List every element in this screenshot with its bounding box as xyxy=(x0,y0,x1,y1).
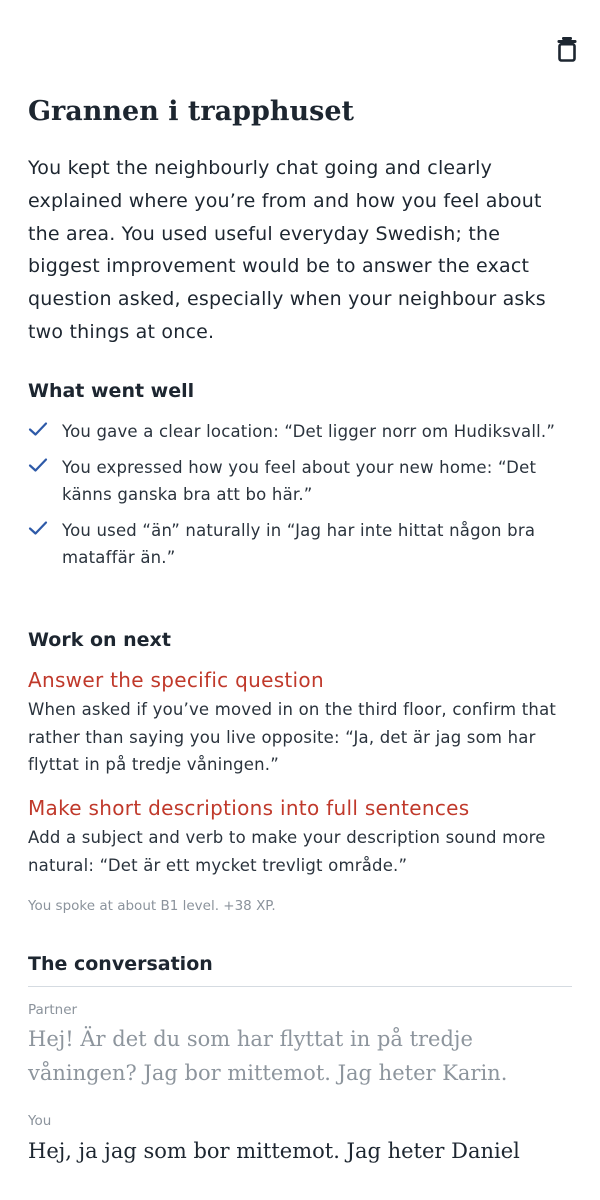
user-message: Hej, ja jag som bor mittemot. Jag heter Daniel xyxy=(28,1139,520,1163)
list-item xyxy=(28,517,576,572)
check-icon xyxy=(28,517,62,540)
check-icon xyxy=(28,418,62,441)
check-icon xyxy=(28,454,62,477)
list-item xyxy=(28,454,576,509)
page-title: Grannen i trapphuset xyxy=(28,96,354,127)
list-item-text: You gave a clear location: “Det ligger norr om Hudiksvall.” xyxy=(62,422,556,441)
conversation-heading: The conversation xyxy=(28,953,213,975)
what-went-well-list xyxy=(28,418,576,580)
improvement-item xyxy=(28,794,576,879)
trash-icon xyxy=(557,36,577,66)
work-on-next-heading: Work on next xyxy=(28,629,171,651)
improvement-description: Add a subject and verb to make your description sound more natural: “Det är ett mycket trevligt område.” xyxy=(28,828,546,875)
list-item-text: You expressed how you feel about your new home: “Det känns ganska bra att bo här.” xyxy=(62,457,537,504)
delete-button[interactable] xyxy=(553,36,581,66)
level-xp-note: You spoke at about B1 level. +38 XP. xyxy=(28,898,276,914)
speaker-label: You xyxy=(28,1113,52,1129)
list-item xyxy=(28,418,576,446)
divider xyxy=(28,986,572,987)
what-went-well-heading: What went well xyxy=(28,380,195,402)
improvement-title: Answer the specific question xyxy=(28,668,324,692)
feedback-summary: You kept the neighbourly chat going and clearly explained where you’re from and how you feel about the area. You used useful everyday Swedish; the biggest improvement would be to answer the exact question asked, especially when your neighbour asks two things at once. xyxy=(28,157,546,343)
improvement-description: When asked if you’ve moved in on the third floor, confirm that rather than saying you live opposite: “Ja, det är jag som har flyttat in på tredje våningen.” xyxy=(28,700,557,774)
speaker-label: Partner xyxy=(28,1002,78,1018)
partner-message: Hej! Är det du som har flyttat in på tredje våningen? Jag bor mittemot. Jag heter Karin. xyxy=(28,1027,508,1085)
improvement-item xyxy=(28,666,576,779)
improvement-title: Make short descriptions into full sentences xyxy=(28,796,470,820)
list-item-text: You used “än” naturally in “Jag har inte hittat någon bra mataffär än.” xyxy=(62,520,536,567)
